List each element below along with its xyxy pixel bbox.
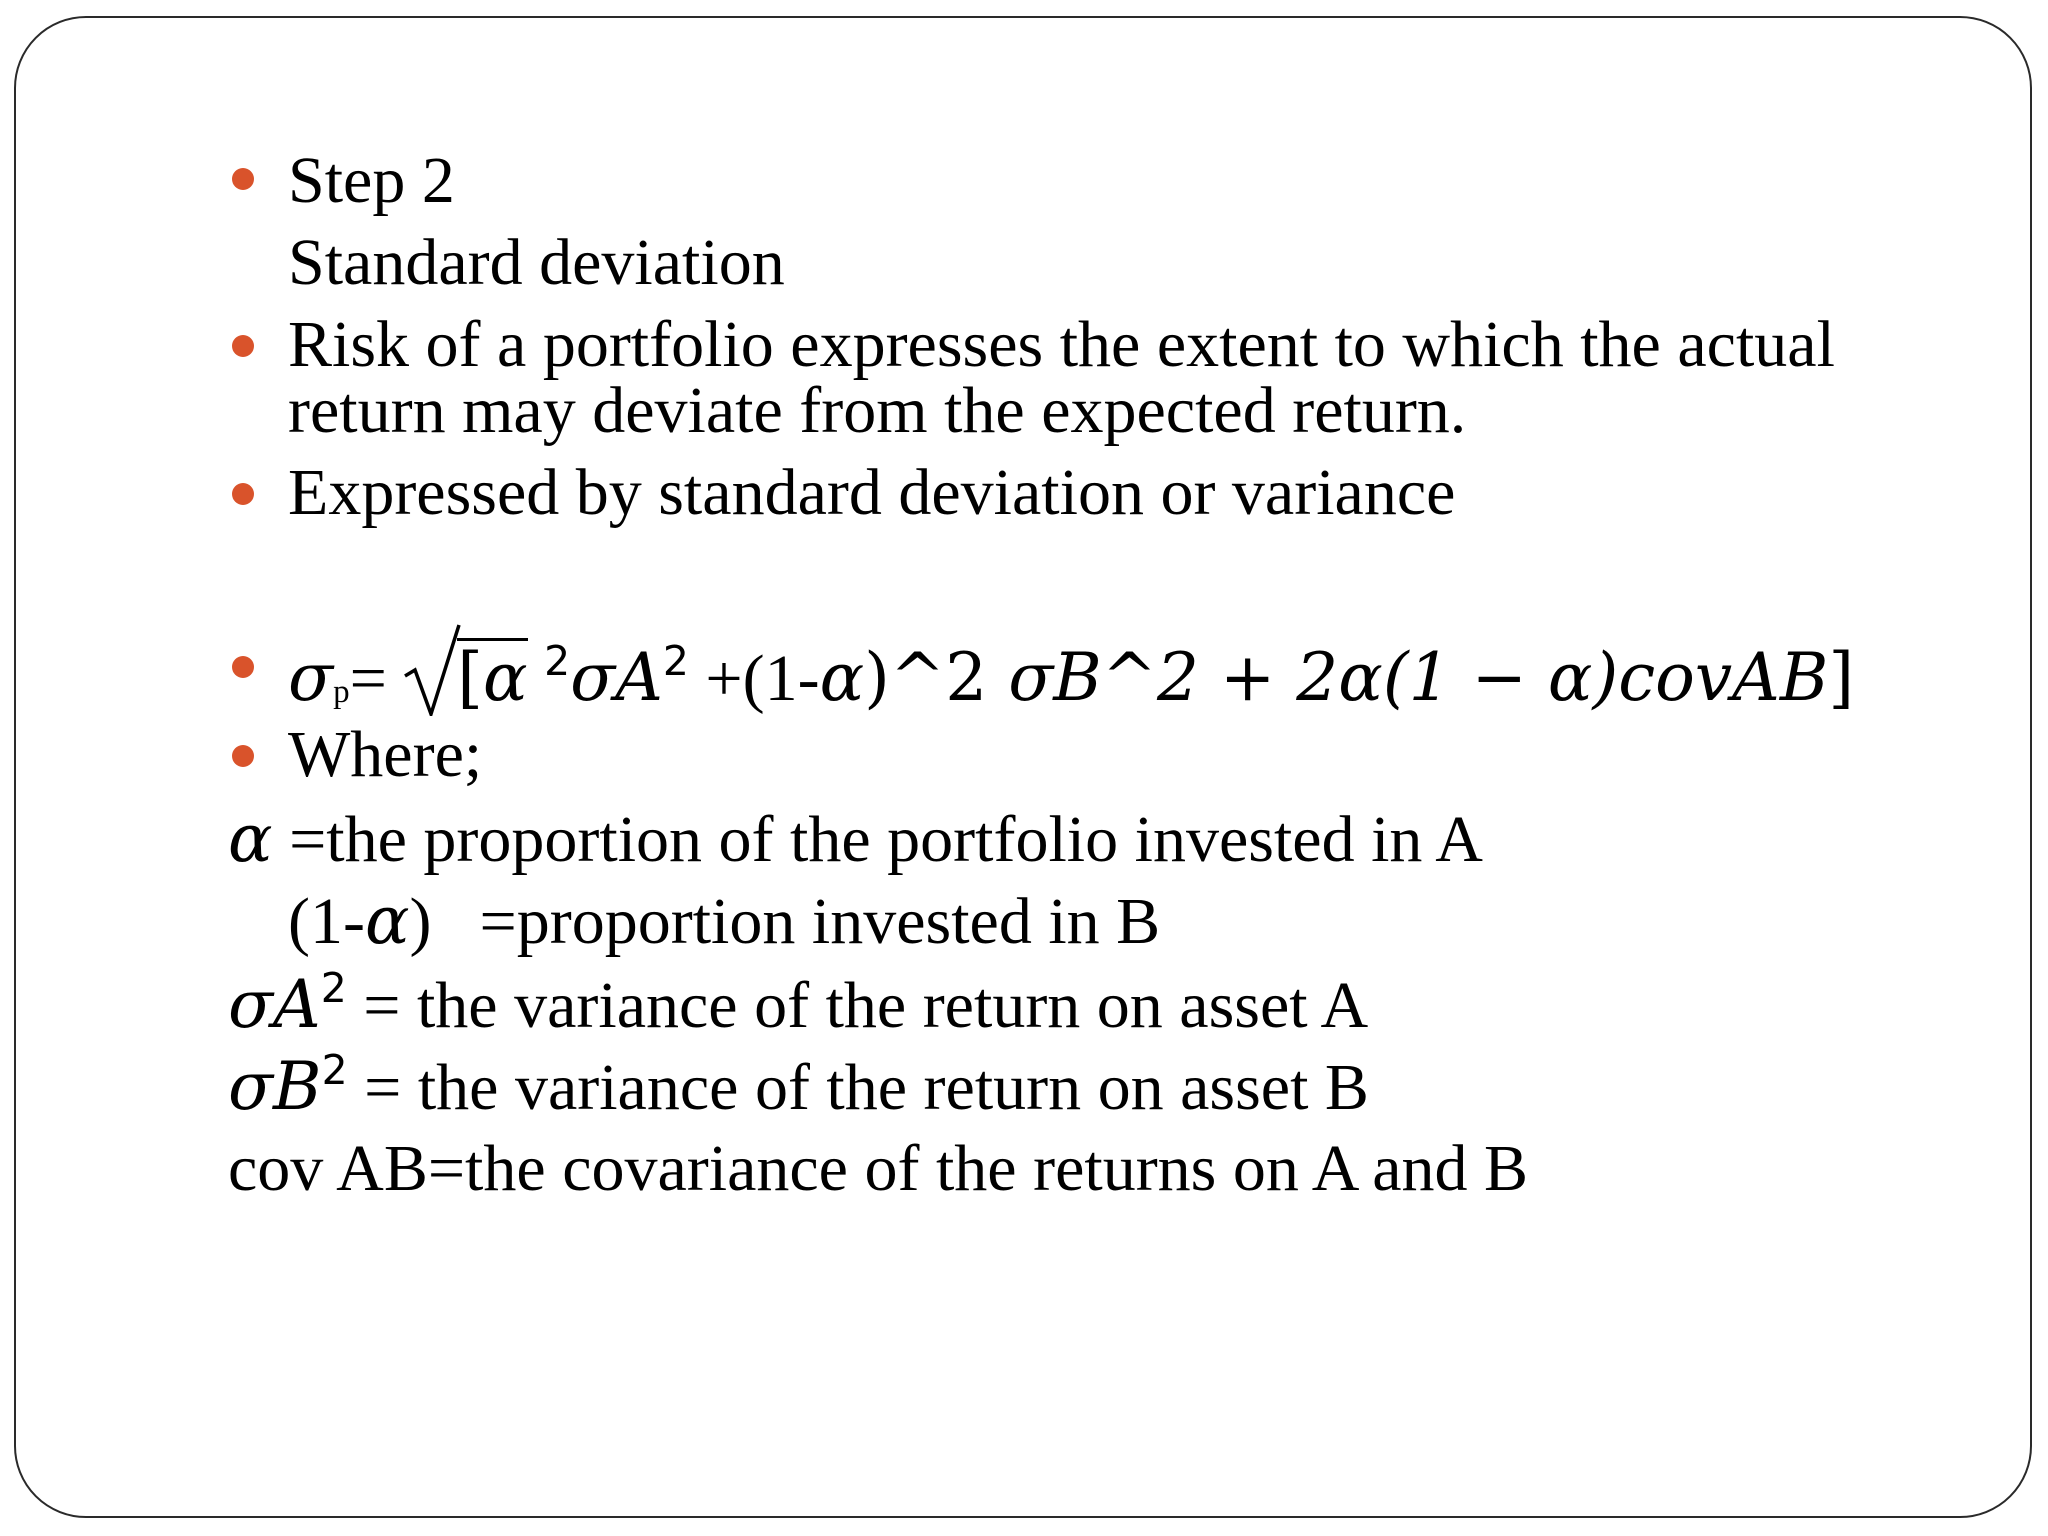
definition-sigmaB-power: 2 [321,1045,348,1094]
definition-alpha-symbol: α [228,800,273,877]
definition-sigmaB [228,1045,1369,1125]
definition-sigmaA-power: 2 [320,963,347,1012]
formula-power-term: )^2 [864,639,1009,716]
bullet-risk-line-2: return may deviate from the expected return. [288,374,1467,447]
definition-sigmaA-symbol: σA [228,966,321,1043]
formula-alpha: α [483,639,528,716]
definition-alpha-text: =the proportion of the portfolio invested in A [272,803,1483,876]
definition-one-minus-alpha [288,882,1161,959]
bullet-risk-line-1: Risk of a portfolio expresses the extent to which the actual [288,308,1835,381]
formula-sigma: σ [288,639,334,716]
formula-sigmaB-cov-term: σB^2 + 2α(1 − α)covAB [1008,639,1829,716]
bullet-dot [232,483,254,505]
formula-sigmaA-power: 2 [662,636,689,685]
formula-alpha-2: α [819,639,865,716]
formula-plus-term: +(1- [705,642,820,715]
formula-equals: = [349,642,387,715]
definition-one-minus-close: ) [409,885,432,958]
definition-one-minus-alpha-symbol: α [364,882,410,959]
definition-sigmaB-text: = the variance of the return on asset B [347,1051,1369,1124]
formula-sqrt [403,638,528,716]
definition-sigmaA [228,963,1369,1043]
formula-sigmaA: σA [570,639,663,716]
formula-subscript: p [333,673,350,710]
where-label: Where; [288,718,483,791]
formula-radicand [457,638,528,716]
bullet-step-title: Step 2 [288,144,455,217]
bullet-dot [232,335,254,357]
bullet-dot [232,745,254,767]
definition-cov: cov AB=the covariance of the returns on A and B [228,1132,1529,1205]
formula-close-bracket: ] [1828,639,1855,716]
sqrt-icon [403,624,461,716]
bullet-dot [232,656,254,678]
formula-open-bracket: [ [457,639,484,716]
definition-sigmaB-symbol: σB [228,1048,322,1125]
definition-sigmaA-text: = the variance of the return on asset A [346,969,1369,1042]
bullet-expressed: Expressed by standard deviation or variance [288,456,1456,529]
bullet-dot [232,168,254,190]
portfolio-sd-formula [288,636,1855,716]
bullet-step-subtitle: Standard deviation [288,226,785,299]
definition-alpha [228,800,1483,877]
formula-alpha-power: 2 [544,636,571,685]
definition-one-minus-open: (1- [288,885,365,958]
definition-one-minus-text: =proportion invested in B [479,885,1161,958]
